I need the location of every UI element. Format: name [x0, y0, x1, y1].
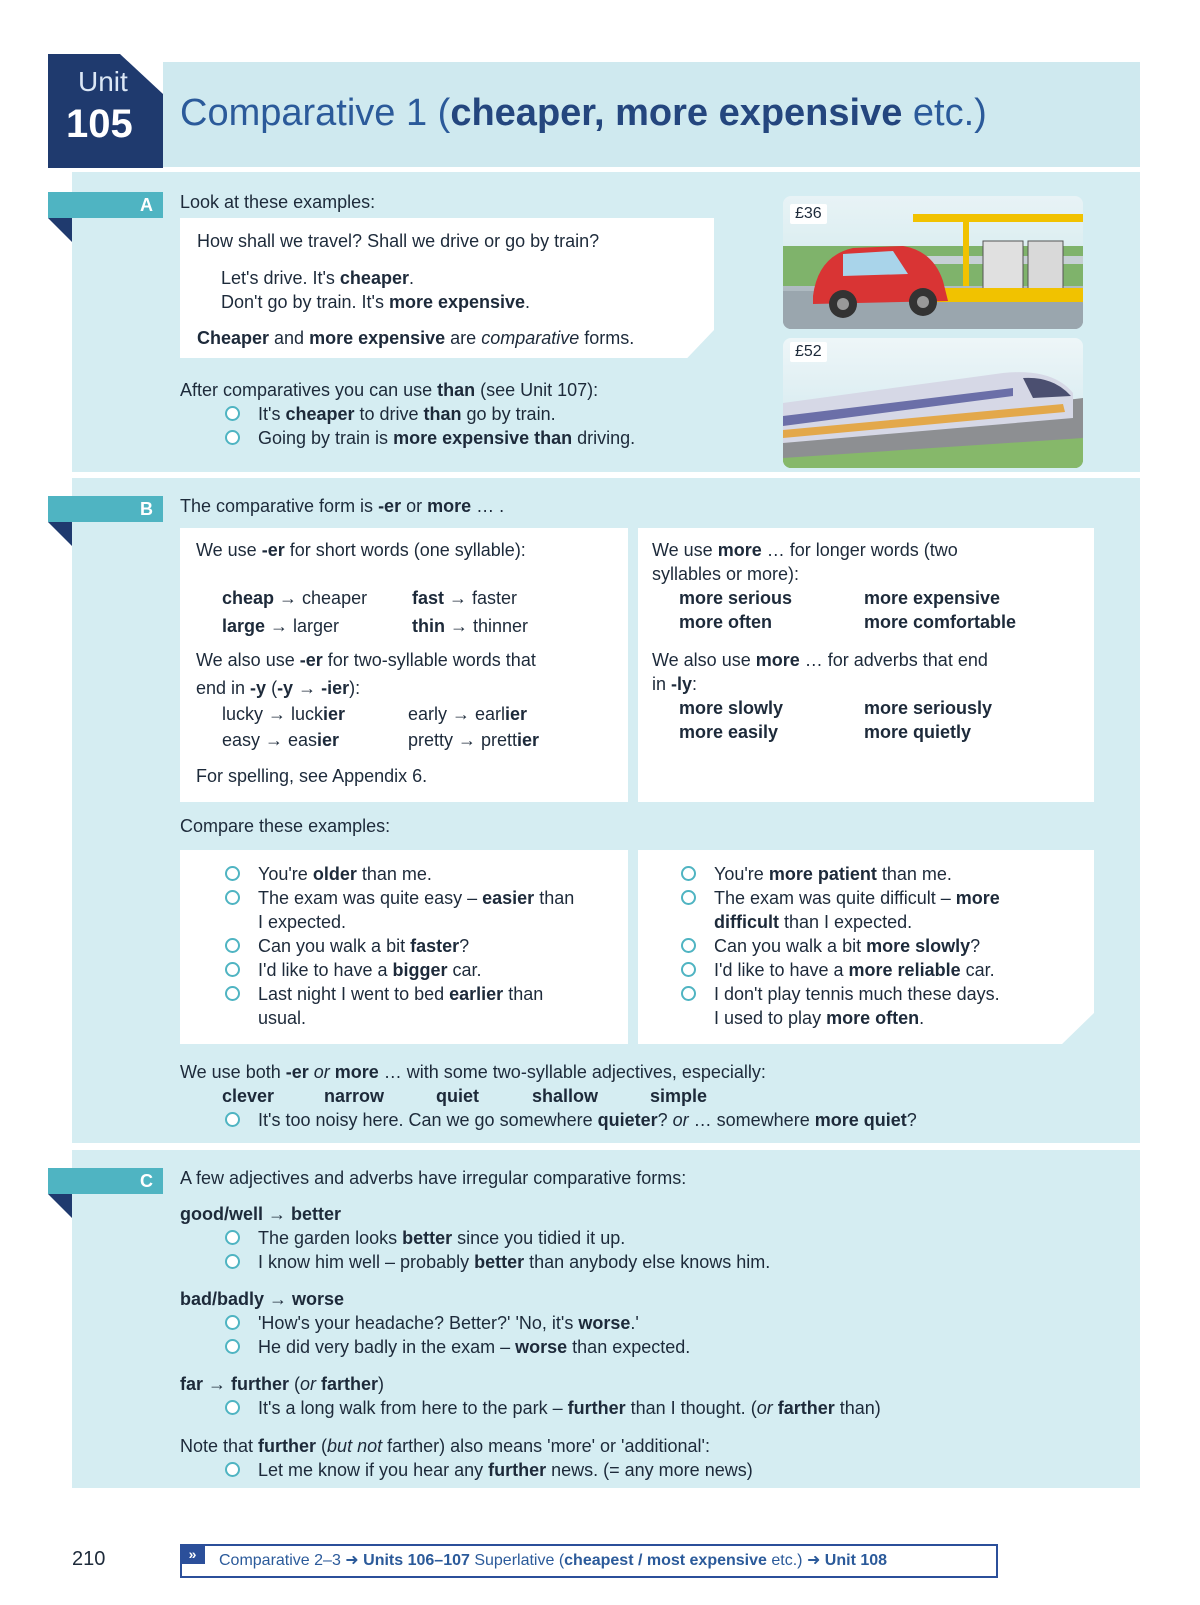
unit-corner-cut [120, 54, 163, 94]
b-word-more-serious: more serious [679, 588, 793, 608]
b-pair-large: large → larger [222, 616, 340, 636]
bullet-icon [225, 406, 240, 421]
a-example-2: Going by train is more expensive than driving. [258, 428, 636, 448]
bullet-icon [681, 938, 696, 953]
a-question: How shall we travel? Shall we drive or go by train? [197, 231, 600, 251]
b-adj-clever: clever [222, 1086, 275, 1106]
b-word-more-easily: more easily [679, 722, 779, 742]
bullet-icon [225, 1462, 240, 1477]
bullet-icon [225, 1230, 240, 1245]
b-adj-narrow: narrow [324, 1086, 385, 1106]
b-pair-lucky: lucky → luckier [222, 704, 346, 724]
bullet-icon [225, 1112, 240, 1127]
b-pair-cheap: cheap → cheaper [222, 588, 368, 608]
cr-example-2: The exam was quite difficult – more [714, 888, 1000, 908]
section-c-tab-fold [48, 1194, 72, 1218]
bullet-icon [225, 866, 240, 881]
c-good-heading: good/well → better [180, 1204, 342, 1224]
b-word-more-quietly: more quietly [864, 722, 972, 742]
b-right-rule-1: We use more … for longer words (two [652, 540, 958, 560]
c-bad-heading: bad/badly → worse [180, 1289, 345, 1309]
b-right-rule-1b: syllables or more): [652, 564, 800, 584]
b-right-rule-2b: in -ly: [652, 674, 698, 694]
bullet-icon [681, 866, 696, 881]
cr-example-3: Can you walk a bit more slowly? [714, 936, 981, 956]
b-pair-early: early → earlier [408, 704, 528, 724]
section-c-intro: A few adjectives and adverbs have irregular comparative forms: [180, 1168, 687, 1188]
a-example-1: It's cheaper to drive than go by train. [258, 404, 556, 424]
cl-example-1: You're older than me. [258, 864, 432, 884]
cr-example-1: You're more patient than me. [714, 864, 952, 884]
cl-example-5b: usual. [258, 1008, 307, 1028]
bullet-icon [225, 938, 240, 953]
cl-example-2b: I expected. [258, 912, 347, 932]
bullet-icon [225, 1400, 240, 1415]
bullet-icon [225, 890, 240, 905]
bullet-icon [225, 1315, 240, 1330]
bullet-icon [681, 890, 696, 905]
cr-example-5: I don't play tennis much these days. [714, 984, 1000, 1004]
c-far-example-1: It's a long walk from here to the park – further than I thought. (or farther than) [258, 1398, 881, 1418]
b-spelling-note: For spelling, see Appendix 6. [196, 766, 428, 786]
b-left-rule-3: end in -y (-y → -ier): [196, 678, 361, 698]
page-title: Comparative 1 (cheaper, more expensive etc.) [180, 92, 987, 134]
b-adj-shallow: shallow [532, 1086, 599, 1106]
train-price-label: £52 [790, 342, 827, 362]
b-adj-simple: simple [650, 1086, 708, 1106]
b-pair-thin: thin → thinner [412, 616, 529, 636]
c-bad-example-2: He did very badly in the exam – worse than expected. [258, 1337, 691, 1357]
section-c-tab: C [48, 1168, 163, 1194]
b-left-rule-1: We use -er for short words (one syllable): [196, 540, 526, 560]
b-word-more-comfortable: more comfortable [864, 612, 1017, 632]
b-word-more-often: more often [679, 612, 773, 632]
section-b-intro: The comparative form is -er or more … . [180, 496, 505, 516]
cr-example-5b: I used to play more often. [714, 1008, 925, 1028]
link-units-106-107[interactable]: ➜ Units 106–107 [345, 1552, 470, 1569]
section-a-tab-fold [48, 218, 72, 242]
cr-example-2b: difficult than I expected. [714, 912, 913, 932]
car-illustration-svg [783, 196, 1083, 329]
b-compare-label: Compare these examples: [180, 816, 391, 836]
car-at-petrol-station-illustration [783, 196, 1083, 329]
c-further-note: Note that further (but not farther) also means 'more' or 'additional': [180, 1436, 710, 1456]
a-line-1: Let's drive. It's cheaper. [221, 268, 414, 288]
bullet-icon [681, 962, 696, 977]
b-both-rule: We use both -er or more … with some two-syllable adjectives, especially: [180, 1062, 766, 1082]
b-pair-easy: easy → easier [222, 730, 340, 750]
b-noisy-example: It's too noisy here. Can we go somewhere quieter? or … somewhere more quiet? [258, 1110, 917, 1130]
cross-reference-text: Comparative 2–3 ➜ Units 106–107 Superlative (cheapest / most expensive etc.) ➜ Unit 108 [219, 1552, 888, 1569]
section-b-tab: B [48, 496, 163, 522]
bullet-icon [225, 430, 240, 445]
a-line-2: Don't go by train. It's more expensive. [221, 292, 531, 312]
cl-example-5: Last night I went to bed earlier than [258, 984, 544, 1004]
b-right-rule-2: We also use more … for adverbs that end [652, 650, 988, 670]
unit-number: 105 [66, 102, 133, 146]
a-line-3: Cheaper and more expensive are comparative forms. [197, 328, 635, 348]
bullet-icon [225, 962, 240, 977]
page-number: 210 [72, 1548, 106, 1570]
section-a-intro: Look at these examples: [180, 192, 376, 212]
bullet-icon [681, 986, 696, 1001]
link-unit-108[interactable]: ➜ Unit 108 [806, 1552, 888, 1569]
double-chevron-icon: » [180, 1544, 205, 1564]
cr-example-4: I'd like to have a more reliable car. [714, 960, 995, 980]
c-far-heading: far → further (or farther) [180, 1374, 385, 1394]
b-word-more-seriously: more seriously [864, 698, 993, 718]
bullet-icon [225, 986, 240, 1001]
train-illustration-svg [783, 338, 1083, 468]
b-pair-fast: fast → faster [412, 588, 518, 608]
bullet-icon [225, 1339, 240, 1354]
b-word-more-expensive: more expensive [864, 588, 1001, 608]
cl-example-4: I'd like to have a bigger car. [258, 960, 482, 980]
b-adj-quiet: quiet [436, 1086, 479, 1106]
section-b-tab-fold [48, 522, 72, 546]
cl-example-3: Can you walk a bit faster? [258, 936, 470, 956]
cl-example-2: The exam was quite easy – easier than [258, 888, 575, 908]
b-pair-pretty: pretty → prettier [408, 730, 540, 750]
b-word-more-slowly: more slowly [679, 698, 784, 718]
b-left-rule-2: We also use -er for two-syllable words that [196, 650, 536, 670]
c-good-example-2: I know him well – probably better than anybody else knows him. [258, 1252, 771, 1272]
train-illustration [783, 338, 1083, 468]
c-bad-example-1: 'How's your headache? Better?' 'No, it's worse.' [258, 1313, 639, 1333]
car-price-label: £36 [790, 204, 827, 224]
unit-word: Unit [78, 66, 128, 97]
c-good-example-1: The garden looks better since you tidied it up. [258, 1228, 626, 1248]
section-a-tab: A [48, 192, 163, 218]
a-after-text: After comparatives you can use than (see Unit 107): [180, 380, 599, 400]
bullet-icon [225, 1254, 240, 1269]
c-further-example: Let me know if you hear any further news. (= any more news) [258, 1460, 753, 1480]
